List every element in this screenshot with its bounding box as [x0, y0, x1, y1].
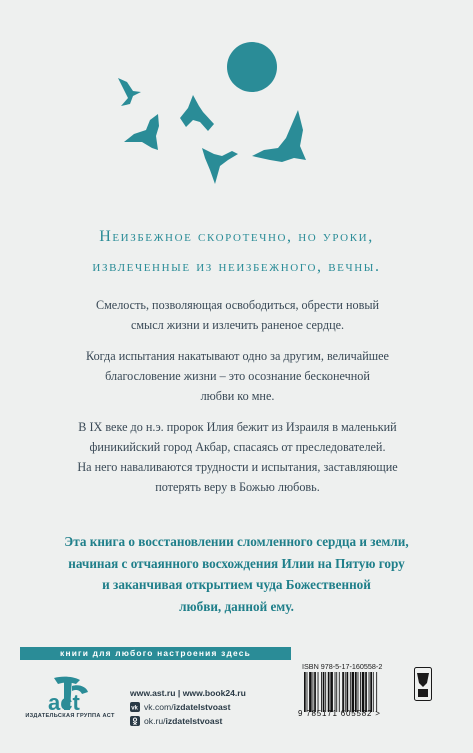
- description: [40, 295, 435, 508]
- highlight-summary: [30, 531, 443, 617]
- paragraph-line: финикийский город Акбар, спасаясь от преследователей.: [89, 440, 386, 454]
- paragraph: [40, 417, 435, 497]
- logo-wordmark: act: [48, 690, 80, 715]
- paragraph-line: Когда испытания накатывают одно за другим, величайшее: [86, 349, 389, 363]
- publisher-caption: ИЗДАТЕЛЬСКАЯ ГРУППА АСТ: [25, 713, 115, 719]
- paragraph-line: На него наваливаются трудности и испытания, заставляющие: [77, 460, 398, 474]
- paragraph: [40, 295, 435, 335]
- svg-text:vk: vk: [131, 705, 138, 712]
- publisher-links: [130, 686, 300, 728]
- paragraph-line: потерять веру в Божью любовь.: [155, 480, 320, 494]
- dove-icon: [118, 78, 141, 106]
- barcode-number: 9 785171 605582 >: [298, 709, 381, 718]
- ok-domain: ok.ru/: [144, 716, 166, 726]
- summary-line: и заканчивая открытием чуда Божественной: [102, 577, 371, 593]
- summary-line: начиная с отчаянного восхождения Илии на Пятую гору: [68, 555, 405, 571]
- vk-row[interactable]: [130, 700, 300, 714]
- paragraph-line: В IX веке до н.э. пророк Илия бежит из Израиля в маленький: [78, 420, 397, 434]
- tagline: [0, 222, 473, 282]
- vk-domain: vk.com/: [144, 702, 174, 712]
- moon-circle-icon: [227, 42, 277, 92]
- paragraph-line: смысл жизни и излечить раненое сердце.: [130, 318, 345, 332]
- sites-row: [130, 686, 300, 700]
- ok-handle: izdatelstvoast: [165, 716, 223, 726]
- dove-icon: [124, 114, 159, 150]
- paragraph: [40, 346, 435, 406]
- tagline-line: Неизбежное скоротечно, но уроки,: [99, 228, 374, 245]
- vk-handle: izdatelstvoast: [173, 702, 231, 712]
- publisher-logo: [20, 670, 120, 728]
- summary-line: Эта книга о восстановлении сломленного сердца и земли,: [64, 534, 409, 549]
- vk-icon: [130, 702, 140, 712]
- paragraph-line: Смелость, позволяющая освободиться, обрести новый: [95, 298, 380, 312]
- summary-line: любви, данной ему.: [179, 598, 294, 614]
- ok-icon: [130, 716, 140, 726]
- dove-icon: [252, 110, 306, 162]
- doves-illustration: [0, 0, 473, 200]
- tagline-line: извлеченные из неизбежного, вечны.: [92, 258, 381, 275]
- paragraph-line: любви ко мне.: [200, 389, 275, 403]
- barcode-icon: [302, 672, 404, 712]
- age-rating-badge-icon: [414, 667, 432, 701]
- website-links[interactable]: www.ast.ru | www.book24.ru: [130, 688, 246, 698]
- dove-icon: [202, 148, 238, 184]
- ok-row[interactable]: [130, 714, 300, 728]
- series-banner: книги для любого настроения здесь: [20, 647, 291, 660]
- dove-icon: [180, 95, 214, 131]
- paragraph-line: благословение жизни – это осознание бесконечной: [105, 369, 370, 383]
- isbn: ISBN 978-5-17-160558-2: [302, 662, 383, 671]
